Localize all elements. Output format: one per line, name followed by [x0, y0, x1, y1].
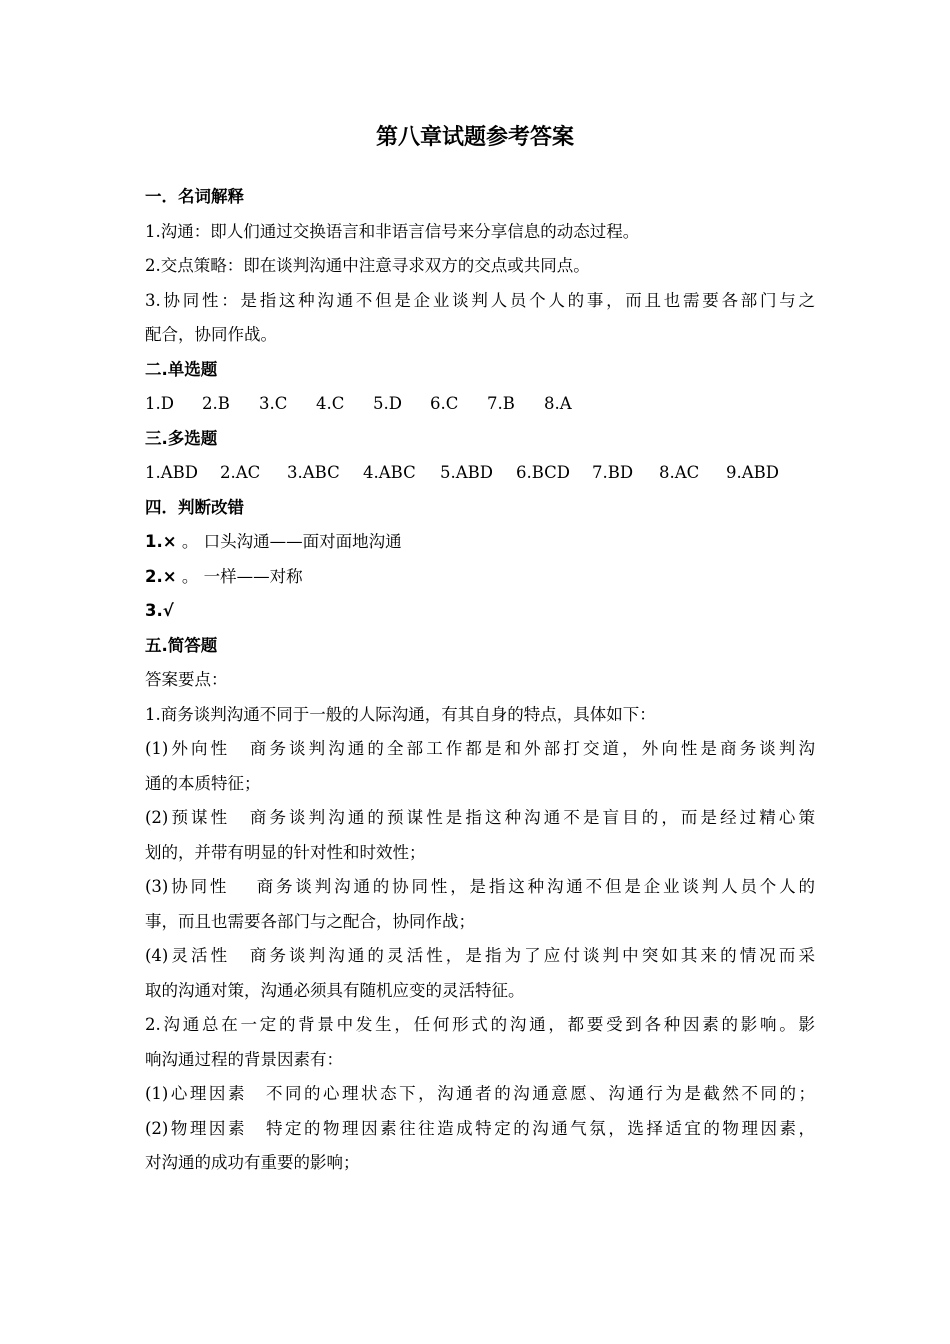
- true-false-item: [145, 525, 815, 560]
- answer-mark: 3.√: [145, 601, 174, 620]
- answer-item: 3.ABC: [287, 463, 340, 482]
- section-heading-single-choice: 二.单选题: [145, 359, 218, 379]
- document-body: [145, 180, 815, 1181]
- answer-item: 3.C: [259, 394, 288, 413]
- answer-item: 6.C: [430, 394, 459, 413]
- true-false-item: [145, 594, 815, 629]
- answer-item: 7.BD: [592, 463, 634, 482]
- single-choice-answers: [145, 387, 815, 422]
- answer-item: 9.ABD: [726, 463, 780, 482]
- answer-item: 4.ABC: [363, 463, 416, 482]
- answer-item: 8.A: [544, 394, 572, 413]
- answer-line: (2)预谋性 商务谈判沟通的预谋性是指这种沟通不是盲目的，而是经过精心策: [145, 808, 815, 827]
- answer-line: 1.商务谈判沟通不同于一般的人际沟通，有其自身的特点，具体如下：: [145, 704, 656, 724]
- answer-item: 1.D: [145, 394, 174, 413]
- answer-item: 4.C: [316, 394, 345, 413]
- multiple-choice-answers: [145, 456, 815, 491]
- answer-mark: 1.×: [145, 532, 177, 551]
- answer-item: 6.BCD: [516, 463, 571, 482]
- answer-line: (1)外向性 商务谈判沟通的全部工作都是和外部打交道，外向性是商务谈判沟: [145, 739, 815, 758]
- correction-text: 。 一样——对称: [181, 566, 303, 586]
- answer-line: (3)协同性 商务谈判沟通的协同性，是指这种沟通不但是企业谈判人员个人的: [145, 877, 815, 896]
- section-heading-multiple-choice: 三.多选题: [145, 428, 218, 448]
- section-heading-short-answer: 五.简答题: [145, 635, 218, 655]
- answer-line: 2.沟通总在一定的背景中发生，任何形式的沟通，都要受到各种因素的影响。影: [145, 1015, 815, 1034]
- answer-line: 响沟通过程的背景因素有：: [145, 1049, 343, 1069]
- answer-line: 答案要点：: [145, 670, 228, 689]
- term-definition-continued: 配合，协同作战。: [145, 325, 277, 344]
- term-definition: 3.协同性：是指这种沟通不但是企业谈判人员个人的事，而且也需要各部门与之: [145, 290, 815, 310]
- answer-mark: 2.×: [145, 566, 177, 586]
- answer-line: 划的，并带有明显的针对性和时效性；: [145, 842, 426, 862]
- correction-text: 。 口头沟通——面对面地沟通: [181, 532, 402, 551]
- answer-item: 1.ABD: [145, 463, 199, 482]
- answer-line: (1)心理因素 不同的心理状态下，沟通者的沟通意愿、沟通行为是截然不同的；: [145, 1084, 815, 1103]
- term-definition: 1.沟通：即人们通过交换语言和非语言信号来分享信息的动态过程。: [145, 221, 640, 241]
- answer-item: 2.B: [202, 394, 230, 413]
- answer-item: 2.AC: [220, 463, 261, 482]
- section-heading-terms: 一．名词解释: [145, 187, 244, 206]
- answer-line: (2)物理因素 特定的物理因素往往造成特定的沟通气氛，选择适宜的物理因素，: [145, 1118, 815, 1138]
- answer-line: 对沟通的成功有重要的影响；: [145, 1153, 360, 1172]
- answer-item: 5.D: [373, 394, 402, 413]
- answer-line: 事，而且也需要各部门与之配合，协同作战；: [145, 911, 475, 931]
- term-definition: 2.交点策略：即在谈判沟通中注意寻求双方的交点或共同点。: [145, 256, 590, 275]
- answer-line: 通的本质特征；: [145, 773, 261, 793]
- answer-item: 5.ABD: [440, 463, 494, 482]
- answer-item: 7.B: [487, 394, 515, 413]
- section-heading-true-false: 四．判断改错: [145, 497, 244, 517]
- answer-item: 8.AC: [659, 463, 700, 482]
- page-title: 第八章试题参考答案: [375, 125, 574, 150]
- answer-line: 取的沟通对策，沟通必须具有随机应变的灵活特征。: [145, 980, 525, 1000]
- answer-line: (4)灵活性 商务谈判沟通的灵活性，是指为了应付谈判中突如其来的情况而采: [145, 946, 815, 965]
- true-false-item: [145, 560, 815, 595]
